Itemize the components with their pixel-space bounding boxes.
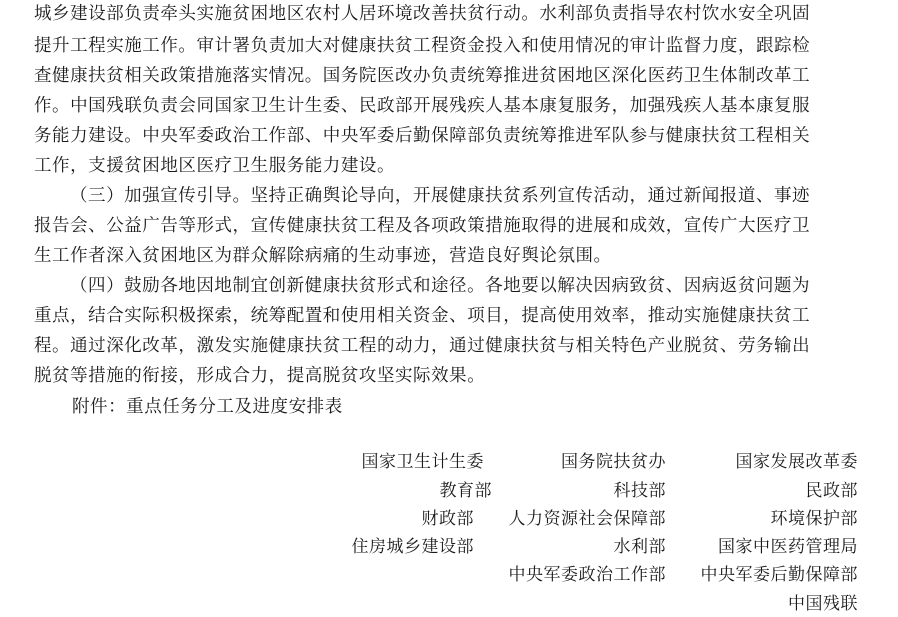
paragraph-line: （三）加强宣传引导。坚持正确舆论导向，开展健康扶贫系列宣传活动，通过新闻报道、事迹 [70, 186, 811, 206]
paragraph-line: （四）鼓励各地因地制宜创新健康扶贫形式和途径。各地要以解决因病致贫、因病返贫问题为 [70, 276, 811, 296]
signatory: 民政部 [805, 481, 858, 501]
paragraph-line: 程。通过深化改革，激发实施健康扶贫工程的动力，通过健康扶贫与相关特色产业脱贫、劳务输出 [34, 336, 811, 356]
paragraph-line: 脱贫等措施的衔接，形成合力，提高脱贫攻坚实际效果。 [34, 366, 486, 386]
paragraph-line: 提升工程实施工作。审计署负责加大对健康扶贫工程资金投入和使用情况的审计监督力度，跟踪检 [34, 36, 811, 56]
signatory: 中国残联 [788, 594, 858, 614]
signatory: 科技部 [613, 481, 666, 501]
signatory: 国家卫生计生委 [361, 452, 484, 472]
signatory: 财政部 [421, 509, 474, 529]
paragraph-line: 重点，结合实际积极探索，统筹配置和使用相关资金、项目，提高使用效率，推动实施健康扶贫工 [34, 306, 811, 326]
signatory: 人力资源社会保障部 [508, 509, 666, 529]
signatory: 国家中医药管理局 [718, 537, 858, 557]
paragraph-line: 作。中国残联负责会同国家卫生计生委、民政部开展残疾人基本康复服务，加强残疾人基本康复服 [34, 96, 811, 116]
signatory: 国务院扶贫办 [561, 452, 666, 472]
signatory: 教育部 [439, 481, 492, 501]
signatory: 国家发展改革委 [735, 452, 858, 472]
paragraph-line: 城乡建设部负责牵头实施贫困地区农村人居环境改善扶贫行动。水利部负责指导农村饮水安全巩固 [34, 4, 811, 24]
signatory: 水利部 [613, 537, 666, 557]
signatory: 住房城乡建设部 [351, 537, 474, 557]
signatory: 中央军委后勤保障部 [700, 565, 858, 585]
paragraph-line: 工作，支援贫困地区医疗卫生服务能力建设。 [34, 156, 395, 176]
attachment-note: 附件：重点任务分工及进度安排表 [72, 397, 343, 417]
paragraph-line: 报告会、公益广告等形式，宣传健康扶贫工程及各项政策措施取得的进展和成效，宣传广大医疗卫 [34, 216, 811, 236]
paragraph-line: 生工作者深入贫困地区为群众解除病痛的生动事迹，营造良好舆论氛围。 [34, 246, 612, 266]
signatory: 环境保护部 [770, 509, 858, 529]
paragraph-line: 查健康扶贫相关政策措施落实情况。国务院医改办负责统筹推进贫困地区深化医药卫生体制改革工 [34, 66, 811, 86]
paragraph-line: 务能力建设。中央军委政治工作部、中央军委后勤保障部负责统筹推进军队参与健康扶贫工程相关 [34, 126, 811, 146]
signatory: 中央军委政治工作部 [508, 565, 666, 585]
